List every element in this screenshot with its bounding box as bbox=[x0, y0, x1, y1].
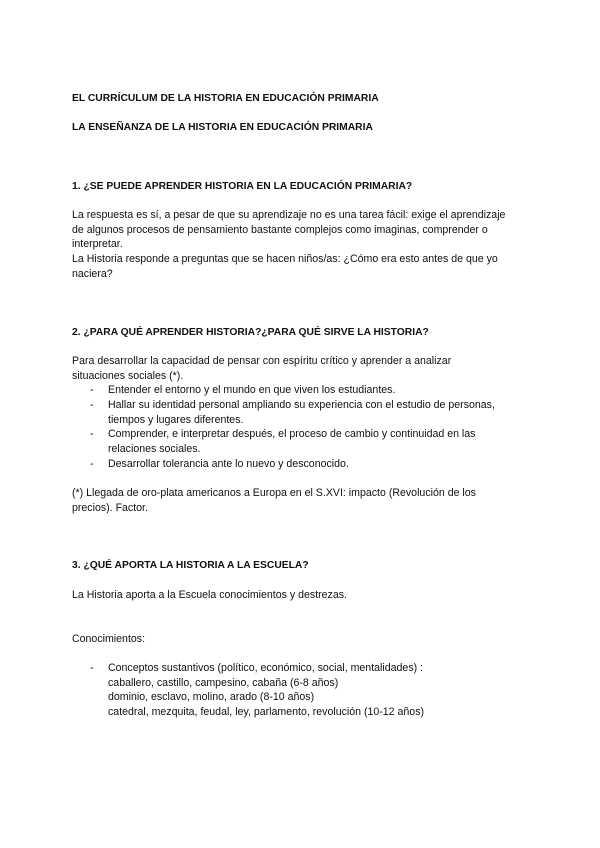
section-1-heading: 1. ¿SE PUEDE APRENDER HISTORIA EN LA EDUCACIÓN PRIMARIA? bbox=[72, 181, 413, 192]
concept-line: catedral, mezquita, feudal, ley, parlamento, revolución (10-12 años) bbox=[108, 706, 425, 718]
bullet-dash: - bbox=[90, 384, 94, 396]
footnote-line: precios). Factor. bbox=[72, 502, 148, 514]
bullet-item-continuation: tiempos y lugares diferentes. bbox=[108, 414, 244, 426]
section-3-subheading: Conocimientos: bbox=[72, 633, 146, 645]
footnote-line: (*) Llegada de oro-plata americanos a Europa en el S.XVI: impacto (Revolución de los bbox=[72, 487, 476, 499]
section-1-line: La Historia responde a preguntas que se hacen niños/as: ¿Cómo era esto antes de que yo bbox=[72, 253, 498, 265]
bullet-dash: - bbox=[90, 458, 94, 470]
section-1-line: de algunos procesos de pensamiento bastante complejos como imaginas, comprender o bbox=[72, 224, 488, 236]
bullet-dash: - bbox=[90, 399, 94, 411]
document-title: EL CURRÍCULUM DE LA HISTORIA EN EDUCACIÓN PRIMARIA bbox=[72, 93, 379, 104]
section-1-line: interpretar. bbox=[72, 238, 123, 250]
bullet-item: Hallar su identidad personal ampliando su experiencia con el estudio de personas, bbox=[108, 399, 495, 411]
section-2-heading: 2. ¿PARA QUÉ APRENDER HISTORIA?¿PARA QUÉ SIRVE LA HISTORIA? bbox=[72, 327, 429, 338]
section-3-heading: 3. ¿QUÉ APORTA LA HISTORIA A LA ESCUELA? bbox=[72, 560, 309, 571]
concept-line: dominio, esclavo, molino, arado (8-10 años) bbox=[108, 691, 315, 703]
bullet-item: Entender el entorno y el mundo en que viven los estudiantes. bbox=[108, 384, 396, 396]
bullet-item-continuation: relaciones sociales. bbox=[108, 443, 201, 455]
bullet-item: Desarrollar tolerancia ante lo nuevo y desconocido. bbox=[108, 458, 349, 470]
bullet-item: Comprender, e interpretar después, el proceso de cambio y continuidad en las bbox=[108, 428, 476, 440]
bullet-item: Conceptos sustantivos (político, económico, social, mentalidades) : bbox=[108, 662, 424, 674]
bullet-dash: - bbox=[90, 428, 94, 440]
section-1-line: naciera? bbox=[72, 268, 113, 280]
section-1-line: La respuesta es sí, a pesar de que su aprendizaje no es una tarea fácil: exige el aprendizaje bbox=[72, 209, 506, 221]
section-2-intro-line: situaciones sociales (*). bbox=[72, 370, 184, 382]
section-2-intro-line: Para desarrollar la capacidad de pensar con espíritu crítico y aprender a analizar bbox=[72, 355, 452, 367]
section-3-intro: La Historia aporta a la Escuela conocimientos y destrezas. bbox=[72, 589, 347, 601]
document-subtitle: LA ENSEÑANZA DE LA HISTORIA EN EDUCACIÓN PRIMARIA bbox=[72, 122, 373, 133]
concept-line: caballero, castillo, campesino, cabaña (6-8 años) bbox=[108, 677, 339, 689]
bullet-dash: - bbox=[90, 662, 94, 674]
